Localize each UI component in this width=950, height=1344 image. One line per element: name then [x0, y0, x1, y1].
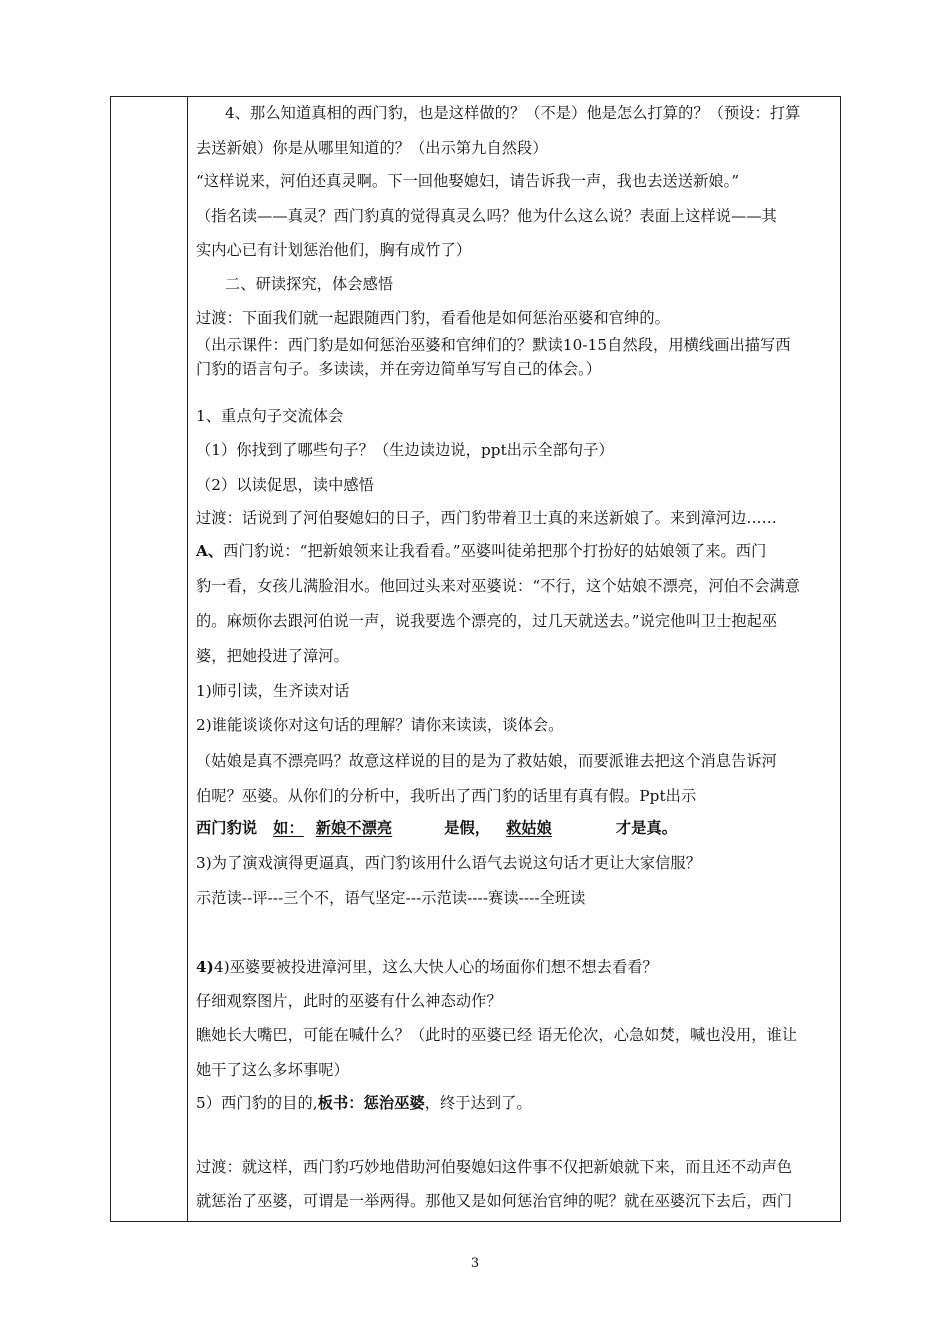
item-text: 西门豹的目的, [221, 1094, 318, 1112]
lesson-table [110, 96, 841, 1222]
text-line: 过渡：话说到了河伯娶媳妇的日子，西门豹带着卫士真的来送新娘了。来到漳河边…… [196, 509, 777, 527]
text-line: （出示课件：西门豹是如何惩治巫婆和官绅们的？默读10-15自然段，用横线画出描写西 [196, 336, 791, 354]
text-line: “这样说来，河伯还真灵啊。下一回他娶媳妇，请告诉我一声，我也去送送新娘。” [196, 172, 740, 190]
text-line: 仔细观察图片，此时的巫婆有什么神态动作？ [196, 992, 502, 1010]
text-line: 过渡：下面我们就一起跟随西门豹，看看他是如何惩治巫婆和官绅的。 [196, 309, 670, 327]
summary-lead: 西门豹说 [196, 819, 258, 837]
summary-true-suffix: 才是真。 [615, 819, 678, 837]
text-line: 她干了这么多坏事呢） [196, 1061, 349, 1079]
text-line: 伯呢？巫婆。从你们的分析中，我听出了西门豹的话里有真有假。Ppt出示 [196, 787, 697, 805]
section-heading: 二、研读探究，体会感悟 [225, 275, 394, 293]
board-label: 板书：惩治巫婆 [317, 1094, 425, 1112]
page-number: 3 [470, 1256, 480, 1271]
text-line: 1)师引读，生齐读对话 [196, 682, 350, 700]
text-line: 去送新娘）你是从哪里知道的？（出示第九自然段） [196, 139, 548, 157]
item-number: 5） [196, 1094, 222, 1112]
summary-true: 救姑娘 [506, 819, 552, 837]
text-line: 瞧她长大嘴巴，可能在喊什么？（此时的巫婆已经 语无伦次，心急如焚，喊也没用，谁让 [196, 1026, 798, 1044]
text-line: 3)为了演戏演得更逼真，西门豹该用什么语气去说这句话才更让大家信服？ [196, 854, 701, 872]
subsection-heading: 1、重点句子交流体会 [196, 407, 344, 425]
summary-fake-suffix: 是假， [444, 819, 491, 837]
text-line: 实内心已有计划惩治他们，胸有成竹了） [196, 241, 472, 259]
text-line: （姑娘是真不漂亮吗？故意这样说的目的是为了救姑娘，而要派谁去把这个消息告诉河 [196, 752, 777, 770]
text-line: 门豹的语言句子。多读读，并在旁边简单写写自己的体会。） [196, 360, 602, 378]
item-text: 4)巫婆要被投进漳河里，这么大快人心的场面你们想不想去看看？ [213, 958, 658, 976]
text-line: （指名读——真灵？西门豹真的觉得真灵么吗？他为什么这么说？表面上这样说——其 [196, 207, 777, 225]
text-line: 4、那么知道真相的西门豹，也是这样做的？（不是）他是怎么打算的？（预设：打算 [225, 104, 801, 122]
quote-text: 西门豹说：“把新娘领来让我看看。”巫婆叫徒弟把那个打扮好的姑娘领了来。西门 [223, 542, 767, 560]
text-line: （1）你找到了哪些句子？（生边读边说，ppt出示全部句子） [196, 441, 614, 459]
text-line: 过渡：就这样，西门豹巧妙地借助河伯娶媳妇这件事不仅把新娘就下来，而且还不动声色 [196, 1158, 793, 1176]
item-number: 4) [196, 958, 214, 976]
quote-line [196, 541, 834, 561]
summary-ru: 如： [273, 819, 304, 837]
text-line: 2)谁能谈谈你对这句话的理解？请你来读读，谈体会。 [196, 716, 564, 734]
text-line: （2）以读促思，读中感悟 [196, 476, 374, 494]
item-text: ，终于达到了。 [424, 1094, 532, 1112]
left-column [111, 97, 188, 1221]
text-line: 婆，把她投进了漳河。 [196, 647, 349, 665]
summary-fake: 新娘不漂亮 [315, 819, 393, 837]
text-line: 的。麻烦你去跟河伯说一声，说我要选个漂亮的，过几天就送去。”说完他叫卫士抱起巫 [196, 612, 778, 630]
text-line: 就惩治了巫婆，可谓是一举两得。那他又是如何惩治官绅的呢？就在巫婆沉下去后，西门 [196, 1192, 793, 1210]
item-label: A、 [196, 542, 224, 560]
text-line [196, 957, 834, 977]
text-line: 豹一看，女孩儿满脸泪水。他回过头来对巫婆说：“不行，这个姑娘不漂亮，河伯不会满意 [196, 577, 801, 595]
content-column [188, 97, 840, 1221]
summary-line [196, 818, 834, 838]
text-line [196, 1093, 834, 1113]
text-line: 示范读--评---三个不，语气坚定---示范读----赛读----全班读 [196, 889, 586, 907]
